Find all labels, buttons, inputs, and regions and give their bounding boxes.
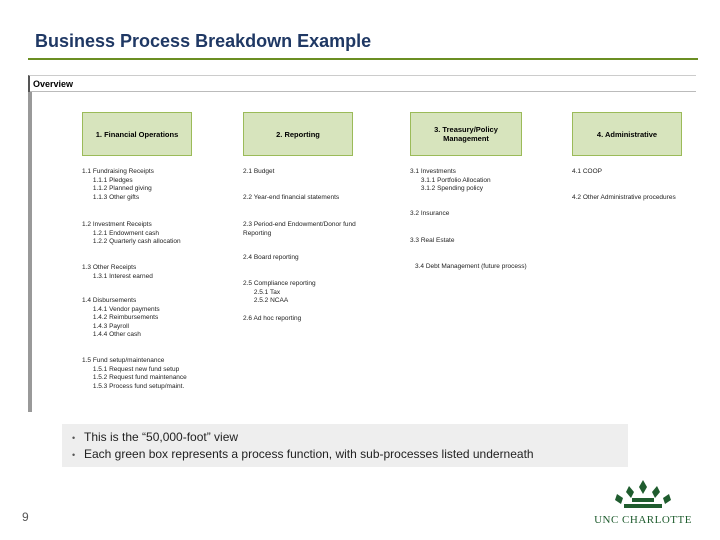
note-text: This is the “50,000-foot” view xyxy=(84,430,239,444)
overview-header: Overview xyxy=(30,76,696,92)
sub-process-list: 1.5 Fund setup/maintenance 1.5.1 Request new fund setup 1.5.2 Request fund maintenance 1.5.3 Process fund setup/maint. xyxy=(82,357,187,390)
bullet-icon: • xyxy=(72,450,76,460)
sub-process-list: 2.5 Compliance reporting 2.5.1 Tax 2.5.2 NCAA xyxy=(243,280,316,304)
sub-process-list: 1.2 Investment Receipts 1.2.1 Endowment cash 1.2.2 Quarterly cash allocation xyxy=(82,221,181,245)
sub-process-list: 3.4 Debt Management (future process) xyxy=(415,263,527,270)
overview-panel xyxy=(28,75,696,411)
slide-title: Business Process Breakdown Example xyxy=(35,31,372,51)
sub-process-list: 4.2 Other Administrative procedures xyxy=(572,194,676,201)
sub-process-list: 3.2 Insurance xyxy=(410,210,450,217)
process-box-reporting: 2. Reporting xyxy=(243,112,353,156)
overview-left-bar xyxy=(28,92,32,412)
page-number: 9 xyxy=(22,510,29,524)
sub-process-list: 1.3 Other Receipts 1.3.1 Interest earned xyxy=(82,264,153,280)
sub-process-list: 1.4 Disbursements 1.4.1 Vendor payments 1.4.2 Reimbursements 1.4.3 Payroll 1.4.4 Other cash xyxy=(82,297,160,338)
sub-process-list: 3.3 Real Estate xyxy=(410,237,455,244)
unc-charlotte-logo xyxy=(588,478,698,530)
sub-process-list: 2.6 Ad hoc reporting xyxy=(243,315,302,322)
note-text: Each green box represents a process function, with sub-processes listed underneath xyxy=(84,447,534,461)
note-item xyxy=(72,447,534,461)
logo-text: UNC CHARLOTTE xyxy=(594,514,692,526)
sub-process-list: 1.1 Fundraising Receipts 1.1.1 Pledges 1.1.2 Planned giving 1.1.3 Other gifts xyxy=(82,168,154,201)
sub-process-list: 3.1 Investments 3.1.1 Portfolio Allocation 3.1.2 Spending policy xyxy=(410,168,491,192)
sub-process-list: 2.3 Period-end Endowment/Donor fund Reporting xyxy=(243,221,356,237)
process-box-treasury-policy: 3. Treasury/Policy Management xyxy=(410,112,522,156)
crown-emblem-icon xyxy=(588,478,698,514)
notes-box xyxy=(62,424,628,467)
bullet-icon: • xyxy=(72,433,76,443)
process-box-financial-operations: 1. Financial Operations xyxy=(82,112,192,156)
sub-process-list: 2.1 Budget xyxy=(243,168,275,175)
sub-process-list: 2.2 Year-end financial statements xyxy=(243,194,340,201)
sub-process-list: 4.1 COOP xyxy=(572,168,602,175)
process-box-administrative: 4. Administrative xyxy=(572,112,682,156)
note-item xyxy=(72,430,238,444)
title-rule xyxy=(28,58,698,60)
sub-process-list: 2.4 Board reporting xyxy=(243,254,299,261)
